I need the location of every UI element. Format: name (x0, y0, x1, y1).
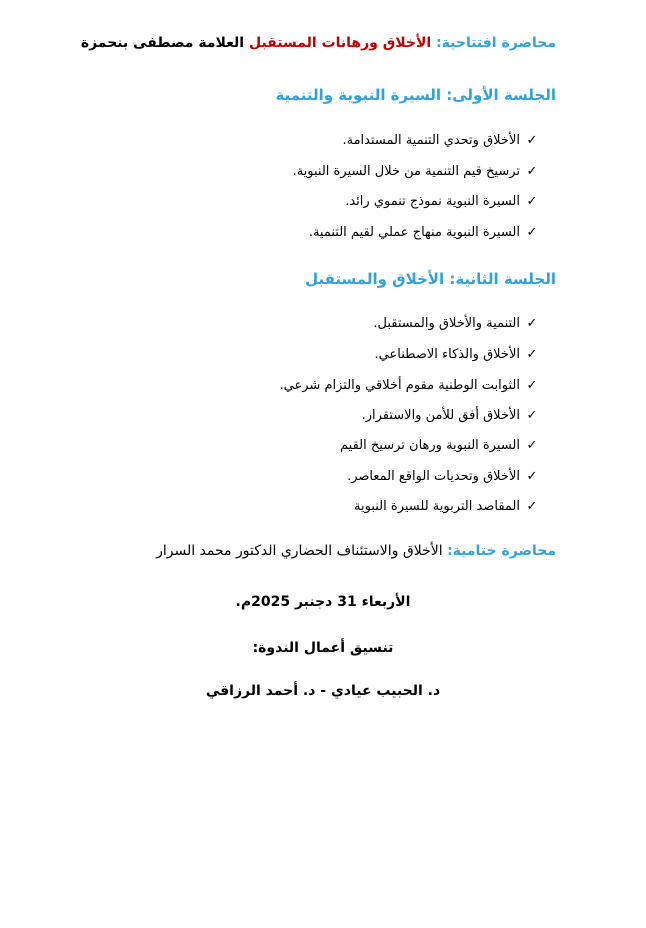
closing-lecture (156, 543, 556, 559)
event-date: الأربعاء 31 دجنبر 2025م. (235, 594, 411, 610)
list-item: ✓الأخلاق وتحديات الواقع المعاصر. (347, 469, 540, 484)
opening-speaker: العلامة مصطفى بنحمزة (80, 35, 245, 51)
check-icon: ✓ (526, 499, 538, 514)
session2-title: الجلسة الثانية: الأخلاق والمستقبل (305, 270, 556, 288)
coordination-label: تنسيق أعمال الندوة: (252, 640, 394, 656)
list-item: ✓التنمية والأخلاق والمستقبل. (373, 316, 540, 331)
list-item: ✓السيرة النبوية نموذج تنموي رائد. (345, 194, 540, 209)
list-item: ✓الأخلاق وتحدي التنمية المستدامة. (342, 133, 540, 148)
check-icon: ✓ (526, 316, 538, 331)
closing-label: محاضرة ختامية: (447, 543, 556, 559)
list-item: ✓المقاصد التربوية للسيرة النبوية (354, 499, 540, 514)
check-icon: ✓ (526, 438, 538, 453)
session1-title: الجلسة الأولى: السيرة النبوية والتنمية (275, 86, 556, 104)
check-icon: ✓ (526, 347, 538, 362)
list-item: ✓السيرة النبوية ورهان ترسيخ القيم (340, 438, 540, 453)
check-icon: ✓ (526, 164, 538, 179)
check-icon: ✓ (526, 469, 538, 484)
coordinators: د. الحبيب عيادي - د. أحمد الرزاقي (205, 683, 441, 699)
list-item: ✓الثوابت الوطنية مقوم أخلاقي والتزام شرعي. (280, 378, 540, 393)
check-icon: ✓ (526, 194, 538, 209)
list-item: ✓الأخلاق والذكاء الاصطناعي. (375, 347, 540, 362)
opening-title: الأخلاق ورهانات المستقبل (248, 35, 432, 51)
list-item: ✓ترسيخ قيم التنمية من خلال السيرة النبوية. (293, 164, 540, 179)
list-item: ✓السيرة النبوية منهاج عملي لقيم التنمية. (309, 225, 540, 240)
opening-lecture (81, 35, 556, 51)
check-icon: ✓ (526, 133, 538, 148)
check-icon: ✓ (526, 378, 538, 393)
closing-text: الأخلاق والاستئناف الحضاري الدكتور محمد السرار (156, 543, 443, 559)
check-icon: ✓ (526, 225, 538, 240)
list-item: ✓الأخلاق أفق للأمن والاستقرار. (362, 408, 540, 423)
check-icon: ✓ (526, 408, 538, 423)
opening-label: محاضرة افتتاحية: (436, 35, 556, 51)
